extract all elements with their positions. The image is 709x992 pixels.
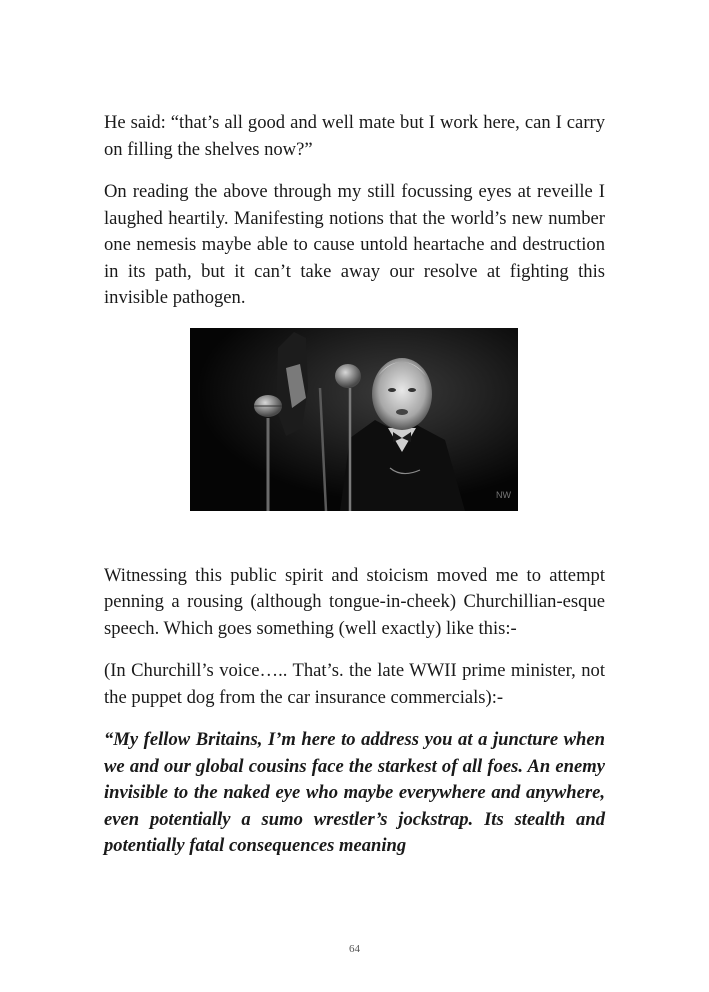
paragraph-speech: “My fellow Britains, I’m here to address you at a juncture when we and our global cousins face the starkest of all foes. An enemy invisible to the naked eye who maybe everywhere and anywhere, even potentially a sumo wrestler’s jockstrap. Its stealth and potentially fatal consequences meaning xyxy=(104,729,605,856)
photo-watermark: NW xyxy=(496,489,511,500)
page-body xyxy=(104,110,605,860)
page-number: 64 xyxy=(349,943,360,955)
speech-photo-image xyxy=(190,328,518,511)
churchill-photo xyxy=(190,328,518,511)
paragraph-churchill-voice: (In Churchill’s voice….. That’s. the late WWII prime minister, not the puppet dog from the car insurance commercials):- xyxy=(104,660,605,708)
paragraph-shelves-quote: He said: “that’s all good and well mate but I work here, can I carry on filling the shelves now?” xyxy=(104,112,605,160)
paragraph-speech-intro: Witnessing this public spirit and stoicism moved me to attempt penning a rousing (although tongue-in-cheek) Churchillian-esque speech. Which goes something (well exactly) like this:- xyxy=(104,564,605,639)
paragraph-reveille: On reading the above through my still focussing eyes at reveille I laughed heartily. Manifesting notions that the world’s new number one nemesis maybe able to cause untold heartache and destruction in its path, but it can’t take away our resolve at fighting this invisible pathogen. xyxy=(104,181,605,308)
